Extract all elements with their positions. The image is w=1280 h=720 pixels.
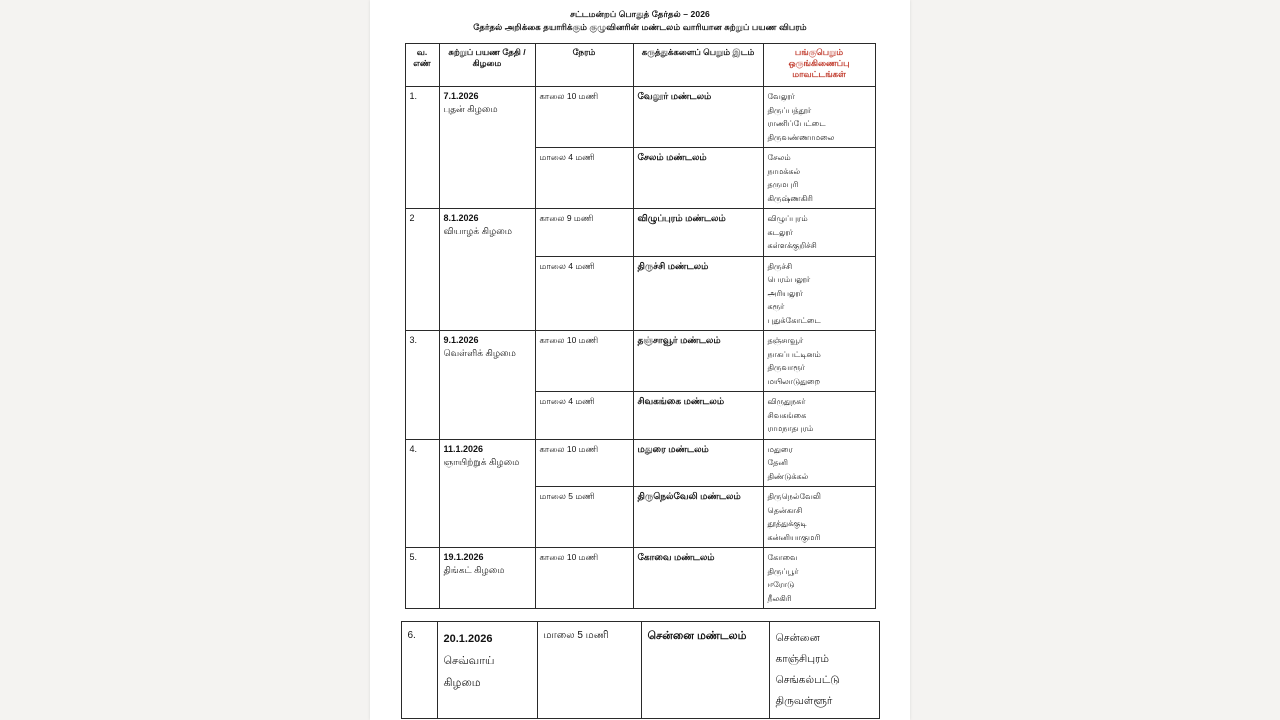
cell-time: மாலை 4 மணி	[535, 256, 633, 331]
district-item: நாமக்கல்	[767, 166, 801, 176]
cell-time: காலை 10 மணி	[535, 87, 633, 148]
district-item: திண்டுக்கல்	[767, 471, 809, 481]
district-item: திருநெல்வேலி	[767, 492, 821, 501]
district-item: அரியலூர்	[767, 288, 803, 298]
district-item: திருப்பூர்	[767, 566, 799, 576]
table-header	[405, 44, 875, 87]
district-item: நாகப்பட்டினம்	[767, 349, 821, 359]
cell-time: மாலை 4 மணி	[535, 148, 633, 209]
district-item: கடலூர்	[767, 227, 793, 237]
district-item: திருச்சி	[767, 261, 793, 271]
district-item: தென்காசி	[767, 505, 803, 515]
district-item: பெரம்பலூர்	[767, 275, 811, 284]
cell-time: காலை 9 மணி	[535, 209, 633, 257]
district-item: கள்ளக்குறிச்சி	[767, 241, 817, 250]
date-value: 11.1.2026	[443, 443, 484, 454]
district-item: புதுக்கோட்டை	[767, 315, 821, 325]
cell-zone: மதுரை மண்டலம்	[633, 439, 763, 487]
district-item: மயிலாடுதுறை	[767, 376, 821, 386]
date-value: 8.1.2026	[443, 213, 479, 223]
cell-time: மாலை 4 மணி	[535, 392, 633, 440]
district-item: நீலகிரி	[767, 593, 792, 603]
cell-districts	[763, 548, 875, 609]
cell-date	[439, 439, 535, 548]
table-row	[405, 209, 875, 257]
cell-date	[439, 209, 535, 331]
day-value: புதன் கிழமை	[443, 104, 498, 114]
district-item: வேலூர்	[767, 92, 795, 101]
page-title-line-1: சட்டமன்றப் பொதுத் தேர்தல் – 2026	[570, 9, 710, 19]
district-item: விருதுநகர்	[767, 397, 806, 406]
document-content	[370, 0, 910, 720]
district-item: திருவண்ணாமலை	[767, 132, 835, 142]
cell-sno: 5.	[405, 548, 439, 609]
district-item: திருப்பத்தூர்	[767, 105, 812, 115]
cell-districts	[763, 331, 875, 392]
cell-zone: சென்னை மண்டலம்	[641, 622, 769, 719]
cell-date	[439, 331, 535, 440]
cell-time: காலை 10 மணி	[535, 439, 633, 487]
district-item: கோவை	[767, 553, 798, 562]
column-header-date: சுற்றுப் பயண தேதி / கிழமை	[439, 44, 535, 87]
district-item: தஞ்சாவூர்	[767, 336, 804, 345]
table-body-continued	[401, 622, 879, 719]
date-value: 9.1.2026	[443, 335, 479, 345]
table-row	[405, 87, 875, 148]
cell-date	[439, 87, 535, 209]
column-header-sno: வ. எண்	[405, 44, 439, 87]
day-value: வெள்ளிக் கிழமை	[443, 348, 516, 358]
cell-districts	[763, 209, 875, 257]
cell-sno: 4.	[405, 439, 439, 548]
table-row	[405, 331, 875, 392]
document-title-block	[370, 0, 910, 34]
district-item: சேலம்	[767, 153, 791, 162]
cell-districts	[769, 622, 879, 719]
district-item: கிருஷ்ணகிரி	[767, 193, 813, 203]
cell-time: காலை 10 மணி	[535, 331, 633, 392]
district-item: ஈரோடு	[767, 580, 795, 589]
column-header-districts: பங்குபெறும் ஒருங்கிணைப்பு மாவட்டங்கள்	[763, 44, 875, 87]
cell-date	[439, 548, 535, 609]
cell-zone: கோவை மண்டலம்	[633, 548, 763, 609]
cell-zone: திருச்சி மண்டலம்	[633, 256, 763, 331]
cell-sno: 1.	[405, 87, 439, 209]
district-item: மதுரை	[767, 444, 793, 454]
district-item: செங்கல்பட்டு	[775, 674, 840, 686]
cell-zone: விழுப்புரம் மண்டலம்	[633, 209, 763, 257]
cell-districts	[763, 256, 875, 331]
cell-sno: 6.	[401, 622, 437, 719]
cell-zone: சிவகங்கை மண்டலம்	[633, 392, 763, 440]
district-item: கன்னியாகுமரி	[767, 532, 821, 542]
date-value: 7.1.2026	[443, 91, 479, 101]
district-item: சென்னை	[775, 632, 820, 644]
day-value: செவ்வாய் கிழமை	[443, 655, 495, 689]
district-item: திருவள்ளூர்	[775, 695, 833, 707]
day-value: திங்கட் கிழமை	[443, 565, 505, 575]
tour-schedule-table-continued	[401, 621, 880, 719]
column-header-time: நேரம்	[535, 44, 633, 87]
table-body	[405, 87, 875, 609]
cell-zone: தஞ்சாவூர் மண்டலம்	[633, 331, 763, 392]
table-row	[401, 622, 879, 719]
district-item: திருவாரூர்	[767, 363, 805, 372]
district-item: தருமபுரி	[767, 180, 799, 189]
cell-zone: வேலூர் மண்டலம்	[633, 87, 763, 148]
cell-zone: திருநெல்வேலி மண்டலம்	[633, 487, 763, 548]
day-value: ஞாயிற்றுக் கிழமை	[443, 456, 520, 467]
district-item: கரூர்	[767, 302, 785, 311]
page-title-line-2: தேர்தல் அறிக்கை தயாரிக்கும் குழுவினரின் மண்டலம் வாரியான சுற்றுப் பயண விபரம்	[473, 22, 807, 32]
district-item: விழுப்புரம்	[767, 214, 808, 223]
cell-districts	[763, 487, 875, 548]
cell-districts	[763, 439, 875, 487]
cell-date	[437, 622, 537, 719]
column-header-venue: கருத்துக்களைப் பெறும் இடம்	[633, 44, 763, 87]
cell-districts	[763, 87, 875, 148]
cell-sno: 2	[405, 209, 439, 331]
cell-sno: 3.	[405, 331, 439, 440]
district-item: சிவகங்கை	[767, 410, 807, 420]
cell-time: காலை 10 மணி	[535, 548, 633, 609]
district-item: தேனி	[767, 458, 788, 467]
cell-districts	[763, 148, 875, 209]
date-value: 20.1.2026	[443, 633, 493, 645]
cell-zone: சேலம் மண்டலம்	[633, 148, 763, 209]
table-row	[405, 548, 875, 609]
cell-time: மாலை 5 மணி	[537, 622, 641, 719]
date-value: 19.1.2026	[443, 552, 484, 562]
table-header-row	[405, 44, 875, 87]
day-value: வியாழக் கிழமை	[443, 226, 513, 236]
district-item: காஞ்சிபுரம்	[775, 653, 829, 665]
tour-schedule-table	[405, 43, 876, 609]
district-item: ராணிப்பேட்டை	[767, 119, 826, 128]
table-row	[405, 439, 875, 487]
cell-time: மாலை 5 மணி	[535, 487, 633, 548]
cell-districts	[763, 392, 875, 440]
district-item: ராமநாதபுரம்	[767, 424, 814, 433]
district-item: தூத்துக்குடி	[767, 519, 807, 528]
